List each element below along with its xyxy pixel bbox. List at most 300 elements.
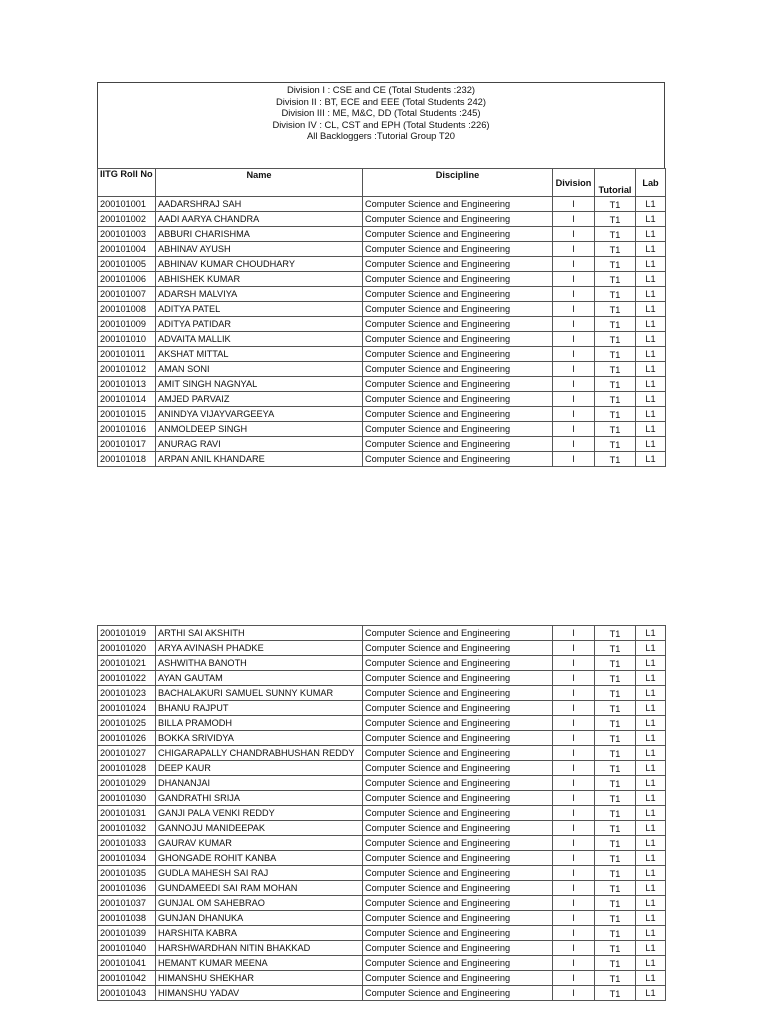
table-row bbox=[98, 242, 666, 257]
roll-number-cell: 200101012 bbox=[98, 362, 156, 377]
lab-cell: L1 bbox=[636, 626, 666, 641]
division-cell: I bbox=[553, 347, 595, 362]
lab-cell: L1 bbox=[636, 896, 666, 911]
student-name-cell: ARPAN ANIL KHANDARE bbox=[156, 452, 363, 467]
table-row bbox=[98, 407, 666, 422]
student-name-cell: GANNOJU MANIDEEPAK bbox=[156, 821, 363, 836]
lab-cell: L1 bbox=[636, 452, 666, 467]
student-name-cell: ABHISHEK KUMAR bbox=[156, 272, 363, 287]
table-row bbox=[98, 761, 666, 776]
division-cell: I bbox=[553, 302, 595, 317]
table-row bbox=[98, 686, 666, 701]
roll-number-cell: 200101033 bbox=[98, 836, 156, 851]
division-cell: I bbox=[553, 452, 595, 467]
table-row bbox=[98, 227, 666, 242]
student-name-cell: AKSHAT MITTAL bbox=[156, 347, 363, 362]
discipline-cell: Computer Science and Engineering bbox=[363, 452, 553, 467]
tutorial-cell: T1 bbox=[595, 392, 636, 407]
table-row bbox=[98, 656, 666, 671]
roll-number-cell: 200101039 bbox=[98, 926, 156, 941]
tutorial-cell: T1 bbox=[595, 911, 636, 926]
discipline-cell: Computer Science and Engineering bbox=[363, 347, 553, 362]
student-name-cell: CHIGARAPALLY CHANDRABHUSHAN REDDY bbox=[156, 746, 363, 761]
student-name-cell: ANINDYA VIJAYVARGEEYA bbox=[156, 407, 363, 422]
table-row bbox=[98, 791, 666, 806]
student-name-cell: GANJI PALA VENKI REDDY bbox=[156, 806, 363, 821]
roll-number-cell: 200101034 bbox=[98, 851, 156, 866]
table-row bbox=[98, 302, 666, 317]
roll-number-cell: 200101009 bbox=[98, 317, 156, 332]
roll-number-cell: 200101037 bbox=[98, 896, 156, 911]
division-cell: I bbox=[553, 761, 595, 776]
tutorial-cell: T1 bbox=[595, 347, 636, 362]
discipline-cell: Computer Science and Engineering bbox=[363, 836, 553, 851]
student-name-cell: ANMOLDEEP SINGH bbox=[156, 422, 363, 437]
student-name-cell: HARSHITA KABRA bbox=[156, 926, 363, 941]
division-cell: I bbox=[553, 866, 595, 881]
table-row bbox=[98, 941, 666, 956]
lab-cell: L1 bbox=[636, 986, 666, 1001]
table-row bbox=[98, 332, 666, 347]
roll-number-cell: 200101011 bbox=[98, 347, 156, 362]
tutorial-cell: T1 bbox=[595, 776, 636, 791]
student-name-cell: GUNDAMEEDI SAI RAM MOHAN bbox=[156, 881, 363, 896]
discipline-cell: Computer Science and Engineering bbox=[363, 746, 553, 761]
table-row bbox=[98, 317, 666, 332]
lab-cell: L1 bbox=[636, 911, 666, 926]
tutorial-cell: T1 bbox=[595, 761, 636, 776]
roll-number-cell: 200101029 bbox=[98, 776, 156, 791]
roll-number-cell: 200101006 bbox=[98, 272, 156, 287]
student-name-cell: GHONGADE ROHIT KANBA bbox=[156, 851, 363, 866]
student-name-cell: AMIT SINGH NAGNYAL bbox=[156, 377, 363, 392]
table-row bbox=[98, 362, 666, 377]
tutorial-cell: T1 bbox=[595, 242, 636, 257]
student-name-cell: ARYA AVINASH PHADKE bbox=[156, 641, 363, 656]
lab-cell: L1 bbox=[636, 851, 666, 866]
discipline-cell: Computer Science and Engineering bbox=[363, 212, 553, 227]
tutorial-cell: T1 bbox=[595, 272, 636, 287]
student-name-cell: AADI AARYA CHANDRA bbox=[156, 212, 363, 227]
division-cell: I bbox=[553, 986, 595, 1001]
student-name-cell: ADITYA PATEL bbox=[156, 302, 363, 317]
division-cell: I bbox=[553, 896, 595, 911]
division-cell: I bbox=[553, 821, 595, 836]
division-cell: I bbox=[553, 287, 595, 302]
division-cell: I bbox=[553, 911, 595, 926]
roll-number-cell: 200101024 bbox=[98, 701, 156, 716]
tutorial-cell: T1 bbox=[595, 641, 636, 656]
roll-number-cell: 200101003 bbox=[98, 227, 156, 242]
table-row bbox=[98, 197, 666, 212]
lab-cell: L1 bbox=[636, 362, 666, 377]
division-cell: I bbox=[553, 956, 595, 971]
roll-number-cell: 200101043 bbox=[98, 986, 156, 1001]
discipline-cell: Computer Science and Engineering bbox=[363, 422, 553, 437]
column-header-discipline: Discipline bbox=[363, 169, 553, 197]
table-row bbox=[98, 422, 666, 437]
table-row bbox=[98, 716, 666, 731]
division-cell: I bbox=[553, 641, 595, 656]
lab-cell: L1 bbox=[636, 671, 666, 686]
table-row bbox=[98, 836, 666, 851]
lab-cell: L1 bbox=[636, 641, 666, 656]
division-cell: I bbox=[553, 212, 595, 227]
lab-cell: L1 bbox=[636, 761, 666, 776]
division-cell: I bbox=[553, 806, 595, 821]
table-row bbox=[98, 851, 666, 866]
discipline-cell: Computer Science and Engineering bbox=[363, 686, 553, 701]
discipline-cell: Computer Science and Engineering bbox=[363, 671, 553, 686]
division-cell: I bbox=[553, 377, 595, 392]
division-cell: I bbox=[553, 197, 595, 212]
student-name-cell: ANURAG RAVI bbox=[156, 437, 363, 452]
column-header-division: Division bbox=[553, 169, 595, 197]
tutorial-cell: T1 bbox=[595, 626, 636, 641]
student-name-cell: HIMANSHU YADAV bbox=[156, 986, 363, 1001]
tutorial-cell: T1 bbox=[595, 686, 636, 701]
roll-number-cell: 200101005 bbox=[98, 257, 156, 272]
tutorial-cell: T1 bbox=[595, 896, 636, 911]
tutorial-cell: T1 bbox=[595, 866, 636, 881]
discipline-cell: Computer Science and Engineering bbox=[363, 641, 553, 656]
tutorial-cell: T1 bbox=[595, 407, 636, 422]
division-cell: I bbox=[553, 746, 595, 761]
division-cell: I bbox=[553, 851, 595, 866]
tutorial-cell: T1 bbox=[595, 302, 636, 317]
tutorial-cell: T1 bbox=[595, 851, 636, 866]
lab-cell: L1 bbox=[636, 392, 666, 407]
division-cell: I bbox=[553, 422, 595, 437]
division-cell: I bbox=[553, 926, 595, 941]
tutorial-cell: T1 bbox=[595, 362, 636, 377]
student-name-cell: AMAN SONI bbox=[156, 362, 363, 377]
table-row bbox=[98, 776, 666, 791]
student-name-cell: GANDRATHI SRIJA bbox=[156, 791, 363, 806]
tutorial-cell: T1 bbox=[595, 671, 636, 686]
table-row bbox=[98, 986, 666, 1001]
division-cell: I bbox=[553, 701, 595, 716]
roll-number-cell: 200101042 bbox=[98, 971, 156, 986]
discipline-cell: Computer Science and Engineering bbox=[363, 437, 553, 452]
table-row bbox=[98, 896, 666, 911]
roll-number-cell: 200101008 bbox=[98, 302, 156, 317]
lab-cell: L1 bbox=[636, 377, 666, 392]
tutorial-cell: T1 bbox=[595, 836, 636, 851]
discipline-cell: Computer Science and Engineering bbox=[363, 926, 553, 941]
discipline-cell: Computer Science and Engineering bbox=[363, 332, 553, 347]
tutorial-cell: T1 bbox=[595, 377, 636, 392]
discipline-cell: Computer Science and Engineering bbox=[363, 272, 553, 287]
lab-cell: L1 bbox=[636, 317, 666, 332]
table-row bbox=[98, 881, 666, 896]
lab-cell: L1 bbox=[636, 422, 666, 437]
table-row bbox=[98, 212, 666, 227]
division-cell: I bbox=[553, 776, 595, 791]
table-row bbox=[98, 452, 666, 467]
roll-number-cell: 200101032 bbox=[98, 821, 156, 836]
tutorial-cell: T1 bbox=[595, 941, 636, 956]
table-row bbox=[98, 701, 666, 716]
division-cell: I bbox=[553, 332, 595, 347]
table-row bbox=[98, 866, 666, 881]
division-cell: I bbox=[553, 626, 595, 641]
table-body-page-1 bbox=[98, 197, 666, 467]
discipline-cell: Computer Science and Engineering bbox=[363, 941, 553, 956]
student-name-cell: HEMANT KUMAR MEENA bbox=[156, 956, 363, 971]
lab-cell: L1 bbox=[636, 227, 666, 242]
lab-cell: L1 bbox=[636, 197, 666, 212]
table-row bbox=[98, 746, 666, 761]
division-cell: I bbox=[553, 716, 595, 731]
lab-cell: L1 bbox=[636, 941, 666, 956]
table-row bbox=[98, 437, 666, 452]
lab-cell: L1 bbox=[636, 791, 666, 806]
roll-number-cell: 200101020 bbox=[98, 641, 156, 656]
roll-number-cell: 200101010 bbox=[98, 332, 156, 347]
roll-number-cell: 200101015 bbox=[98, 407, 156, 422]
discipline-cell: Computer Science and Engineering bbox=[363, 257, 553, 272]
tutorial-cell: T1 bbox=[595, 656, 636, 671]
division-cell: I bbox=[553, 971, 595, 986]
roll-number-cell: 200101036 bbox=[98, 881, 156, 896]
roll-number-cell: 200101027 bbox=[98, 746, 156, 761]
roll-number-cell: 200101038 bbox=[98, 911, 156, 926]
division-cell: I bbox=[553, 791, 595, 806]
division-cell: I bbox=[553, 941, 595, 956]
tutorial-cell: T1 bbox=[595, 701, 636, 716]
table-row bbox=[98, 671, 666, 686]
tutorial-cell: T1 bbox=[595, 212, 636, 227]
table-row bbox=[98, 956, 666, 971]
discipline-cell: Computer Science and Engineering bbox=[363, 656, 553, 671]
lab-cell: L1 bbox=[636, 836, 666, 851]
discipline-cell: Computer Science and Engineering bbox=[363, 392, 553, 407]
lab-cell: L1 bbox=[636, 407, 666, 422]
discipline-cell: Computer Science and Engineering bbox=[363, 407, 553, 422]
division-summary-header bbox=[97, 82, 665, 168]
column-header-lab: Lab bbox=[636, 169, 666, 197]
discipline-cell: Computer Science and Engineering bbox=[363, 791, 553, 806]
roll-number-cell: 200101002 bbox=[98, 212, 156, 227]
lab-cell: L1 bbox=[636, 437, 666, 452]
lab-cell: L1 bbox=[636, 806, 666, 821]
discipline-cell: Computer Science and Engineering bbox=[363, 287, 553, 302]
student-name-cell: ADVAITA MALLIK bbox=[156, 332, 363, 347]
table-row bbox=[98, 347, 666, 362]
tutorial-cell: T1 bbox=[595, 197, 636, 212]
student-name-cell: HARSHWARDHAN NITIN BHAKKAD bbox=[156, 941, 363, 956]
student-name-cell: BILLA PRAMODH bbox=[156, 716, 363, 731]
discipline-cell: Computer Science and Engineering bbox=[363, 881, 553, 896]
table-row bbox=[98, 641, 666, 656]
lab-cell: L1 bbox=[636, 926, 666, 941]
roll-number-cell: 200101041 bbox=[98, 956, 156, 971]
student-name-cell: ARTHI SAI AKSHITH bbox=[156, 626, 363, 641]
student-name-cell: BACHALAKURI SAMUEL SUNNY KUMAR bbox=[156, 686, 363, 701]
student-name-cell: AMJED PARVAIZ bbox=[156, 392, 363, 407]
student-name-cell: BOKKA SRIVIDYA bbox=[156, 731, 363, 746]
tutorial-cell: T1 bbox=[595, 971, 636, 986]
division-cell: I bbox=[553, 686, 595, 701]
discipline-cell: Computer Science and Engineering bbox=[363, 776, 553, 791]
lab-cell: L1 bbox=[636, 242, 666, 257]
tutorial-cell: T1 bbox=[595, 731, 636, 746]
lab-cell: L1 bbox=[636, 212, 666, 227]
table-body-page-2 bbox=[98, 626, 666, 1001]
tutorial-cell: T1 bbox=[595, 986, 636, 1001]
discipline-cell: Computer Science and Engineering bbox=[363, 317, 553, 332]
roll-number-cell: 200101016 bbox=[98, 422, 156, 437]
header-line-division-3: Division III : ME, M&C, DD (Total Students :245) bbox=[281, 107, 481, 119]
discipline-cell: Computer Science and Engineering bbox=[363, 377, 553, 392]
student-name-cell: GAURAV KUMAR bbox=[156, 836, 363, 851]
roll-number-cell: 200101004 bbox=[98, 242, 156, 257]
division-cell: I bbox=[553, 407, 595, 422]
lab-cell: L1 bbox=[636, 866, 666, 881]
discipline-cell: Computer Science and Engineering bbox=[363, 986, 553, 1001]
discipline-cell: Computer Science and Engineering bbox=[363, 302, 553, 317]
discipline-cell: Computer Science and Engineering bbox=[363, 626, 553, 641]
division-cell: I bbox=[553, 317, 595, 332]
lab-cell: L1 bbox=[636, 821, 666, 836]
header-line-backloggers: All Backloggers :Tutorial Group T20 bbox=[307, 130, 455, 142]
roster-page-2 bbox=[97, 625, 665, 1001]
discipline-cell: Computer Science and Engineering bbox=[363, 761, 553, 776]
division-cell: I bbox=[553, 242, 595, 257]
discipline-cell: Computer Science and Engineering bbox=[363, 971, 553, 986]
student-name-cell: ABHINAV AYUSH bbox=[156, 242, 363, 257]
discipline-cell: Computer Science and Engineering bbox=[363, 866, 553, 881]
lab-cell: L1 bbox=[636, 287, 666, 302]
division-cell: I bbox=[553, 656, 595, 671]
lab-cell: L1 bbox=[636, 881, 666, 896]
lab-cell: L1 bbox=[636, 302, 666, 317]
tutorial-cell: T1 bbox=[595, 437, 636, 452]
lab-cell: L1 bbox=[636, 332, 666, 347]
discipline-cell: Computer Science and Engineering bbox=[363, 896, 553, 911]
column-header-name: Name bbox=[156, 169, 363, 197]
header-line-division-4: Division IV : CL, CST and EPH (Total Students :226) bbox=[272, 118, 490, 130]
lab-cell: L1 bbox=[636, 686, 666, 701]
tutorial-cell: T1 bbox=[595, 422, 636, 437]
lab-cell: L1 bbox=[636, 956, 666, 971]
roll-number-cell: 200101022 bbox=[98, 671, 156, 686]
tutorial-cell: T1 bbox=[595, 332, 636, 347]
table-row bbox=[98, 926, 666, 941]
lab-cell: L1 bbox=[636, 656, 666, 671]
table-row bbox=[98, 821, 666, 836]
student-table-page-2 bbox=[97, 625, 666, 1001]
tutorial-cell: T1 bbox=[595, 791, 636, 806]
lab-cell: L1 bbox=[636, 776, 666, 791]
student-name-cell: AADARSHRAJ SAH bbox=[156, 197, 363, 212]
division-cell: I bbox=[553, 257, 595, 272]
roster-page-1 bbox=[97, 82, 665, 467]
division-cell: I bbox=[553, 731, 595, 746]
discipline-cell: Computer Science and Engineering bbox=[363, 731, 553, 746]
tutorial-cell: T1 bbox=[595, 257, 636, 272]
lab-cell: L1 bbox=[636, 272, 666, 287]
column-header-roll: IITG Roll No bbox=[98, 169, 156, 197]
roll-number-cell: 200101028 bbox=[98, 761, 156, 776]
student-name-cell: DEEP KAUR bbox=[156, 761, 363, 776]
column-header-tutorial: Tutorial bbox=[595, 169, 636, 197]
roll-number-cell: 200101026 bbox=[98, 731, 156, 746]
roll-number-cell: 200101030 bbox=[98, 791, 156, 806]
table-row bbox=[98, 626, 666, 641]
student-name-cell: ADITYA PATIDAR bbox=[156, 317, 363, 332]
tutorial-cell: T1 bbox=[595, 227, 636, 242]
tutorial-cell: T1 bbox=[595, 821, 636, 836]
table-row bbox=[98, 272, 666, 287]
division-cell: I bbox=[553, 392, 595, 407]
discipline-cell: Computer Science and Engineering bbox=[363, 911, 553, 926]
table-row bbox=[98, 806, 666, 821]
division-cell: I bbox=[553, 272, 595, 287]
table-row bbox=[98, 731, 666, 746]
table-row bbox=[98, 257, 666, 272]
student-name-cell: DHANANJAI bbox=[156, 776, 363, 791]
roll-number-cell: 200101031 bbox=[98, 806, 156, 821]
discipline-cell: Computer Science and Engineering bbox=[363, 227, 553, 242]
lab-cell: L1 bbox=[636, 347, 666, 362]
discipline-cell: Computer Science and Engineering bbox=[363, 956, 553, 971]
tutorial-cell: T1 bbox=[595, 956, 636, 971]
roll-number-cell: 200101035 bbox=[98, 866, 156, 881]
roll-number-cell: 200101013 bbox=[98, 377, 156, 392]
student-name-cell: GUNJAL OM SAHEBRAO bbox=[156, 896, 363, 911]
header-line-division-1: Division I : CSE and CE (Total Students :232) bbox=[286, 84, 476, 95]
roll-number-cell: 200101040 bbox=[98, 941, 156, 956]
division-cell: I bbox=[553, 437, 595, 452]
roll-number-cell: 200101001 bbox=[98, 197, 156, 212]
roll-number-cell: 200101007 bbox=[98, 287, 156, 302]
lab-cell: L1 bbox=[636, 716, 666, 731]
roll-number-cell: 200101021 bbox=[98, 656, 156, 671]
tutorial-cell: T1 bbox=[595, 926, 636, 941]
division-cell: I bbox=[553, 671, 595, 686]
roll-number-cell: 200101018 bbox=[98, 452, 156, 467]
table-row bbox=[98, 392, 666, 407]
tutorial-cell: T1 bbox=[595, 317, 636, 332]
student-name-cell: BHANU RAJPUT bbox=[156, 701, 363, 716]
division-cell: I bbox=[553, 362, 595, 377]
table-header-row bbox=[98, 169, 666, 197]
student-name-cell: AYAN GAUTAM bbox=[156, 671, 363, 686]
discipline-cell: Computer Science and Engineering bbox=[363, 242, 553, 257]
discipline-cell: Computer Science and Engineering bbox=[363, 362, 553, 377]
header-line-division-2: Division II : BT, ECE and EEE (Total Students 242) bbox=[276, 95, 486, 107]
tutorial-cell: T1 bbox=[595, 452, 636, 467]
roll-number-cell: 200101017 bbox=[98, 437, 156, 452]
tutorial-cell: T1 bbox=[595, 716, 636, 731]
lab-cell: L1 bbox=[636, 701, 666, 716]
lab-cell: L1 bbox=[636, 731, 666, 746]
division-cell: I bbox=[553, 227, 595, 242]
student-name-cell: HIMANSHU SHEKHAR bbox=[156, 971, 363, 986]
discipline-cell: Computer Science and Engineering bbox=[363, 197, 553, 212]
lab-cell: L1 bbox=[636, 257, 666, 272]
table-row bbox=[98, 377, 666, 392]
discipline-cell: Computer Science and Engineering bbox=[363, 851, 553, 866]
table-row bbox=[98, 911, 666, 926]
tutorial-cell: T1 bbox=[595, 287, 636, 302]
roll-number-cell: 200101019 bbox=[98, 626, 156, 641]
student-name-cell: ASHWITHA BANOTH bbox=[156, 656, 363, 671]
lab-cell: L1 bbox=[636, 971, 666, 986]
student-name-cell: ABBURI CHARISHMA bbox=[156, 227, 363, 242]
